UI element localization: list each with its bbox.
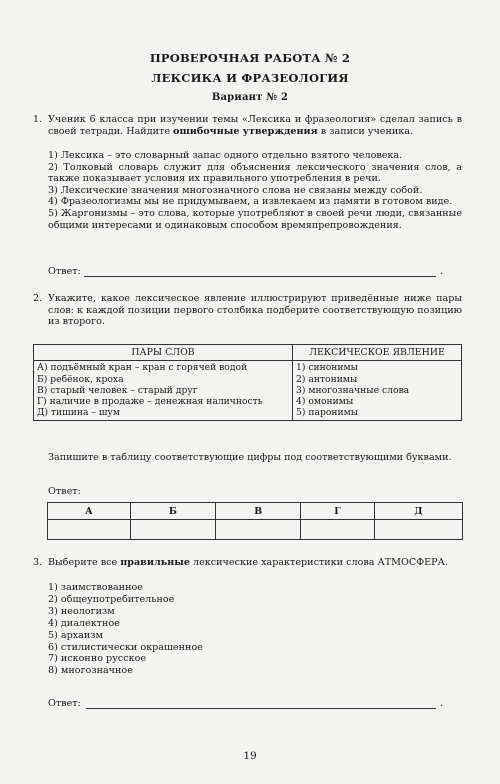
pairs-column (34, 361, 293, 420)
pairs-column-header: ПАРЫ СЛОВ (34, 345, 293, 361)
answer-cell-e[interactable] (374, 520, 462, 540)
phenomenon-column-header: ЛЕКСИЧЕСКОЕ ЯВЛЕНИЕ (293, 345, 462, 361)
statement-4: 4) Фразеологизмы мы не придумываем, а извлекаем из памяти в готовом виде. (48, 196, 453, 208)
statement-3: 3) Лексические значения многозначного слова не связаны между собой. (48, 184, 423, 196)
question-3-emphasis: правильные (120, 557, 190, 568)
question-1-text (48, 114, 462, 137)
question-1-text-a: Ученик 6 класса при изучении темы «Лексика и фразеология» сделал запись в своей тетради. Найдите (48, 114, 462, 137)
option-8: 8) многозначное (48, 665, 133, 677)
pair-d: Г) наличие в продаже – денежная наличность (37, 396, 263, 408)
question-1-text-c: в записи ученика. (317, 125, 414, 137)
question-1-statements (48, 150, 462, 231)
question-2-text: Укажите, какое лексическое явление иллюстрируют приведённые ниже пары слов: к каждой позиции первого столбика подберите соответствующую позицию из второго. (48, 293, 462, 328)
option-6: 6) стилистически окрашенное (48, 641, 203, 653)
option-2: 2) общеупотребительное (48, 593, 175, 605)
answer-cell-a[interactable] (48, 520, 131, 540)
question-1-emphasis: ошибочные утверждения (173, 125, 318, 137)
statement-5: 5) Жаргонизмы – это слова, которые употребляют в своей речи люди, связанные общими интересами и одинаковым способом времяпрепровождения. (48, 207, 462, 231)
phenomenon-2: 2) антонимы (296, 373, 358, 385)
answer-header-c: В (216, 503, 301, 520)
answer-cell-d[interactable] (301, 520, 375, 540)
question-3-answer-field[interactable] (86, 708, 436, 709)
question-2-instruction: Запишите в таблицу соответствующие цифры под соответствующими буквами. (48, 452, 452, 463)
question-3-answer-label: Ответ: (48, 698, 81, 709)
question-3-number: 3. (33, 557, 43, 568)
option-4: 4) диалектное (48, 617, 120, 629)
matching-table (33, 344, 462, 421)
option-3: 3) неологизм (48, 605, 115, 617)
worksheet-page: ПРОВЕРОЧНАЯ РАБОТА № 2 ЛЕКСИКА И ФРАЗЕОЛОГИЯ Вариант № 2 1. Ученик 6 класса при изучении темы «Лексика и фразеология» сделал запись в своей тетради. Найдите ошибочные утверждения в записи ученика. 1) Лексика – это словарный запас одного отдельно взятого человека. 2) Толковый словарь служит для объяснения лексического значения слов, а также показывает условия их правильного употребления в речи. 3) Лексические значения многозначного слова не связаны между собой. 4) Фразеологизмы мы не придумываем, а извлекаем из памяти в готовом виде. 5) Жаргонизмы – это слова, которые употребляют в своей речи люди, связанные общими интересами и одинаковым способом времяпрепровождения. Ответ: . 2. Укажите, какое лексическое явление иллюстрируют приведённые ниже пары слов: к каждой позиции первого столбика подберите соответствующую позицию из второго. ПАРЫ СЛОВ ЛЕКСИЧЕСКОЕ ЯВЛЕНИЕ А) подъёмный кран – кран с горячей водой Б) ребёнок, кроха В) старый человек – старый друг Г) наличие в продаже – денежная наличность Д) тишина – шум 1) синонимы 2) антонимы 3) многозначные слова 4) омонимы 5) паронимы Запишите в таблицу соответствующие цифры под соответствующими буквами. Ответ: А Б В Г Д 3. Выберите все правильные лексические характеристики слова АТМОСФЕРА. 1) заимствованное 2) общеупотребительное 3) неологизм 4) диалектное 5) архаизм 6) стилистически окрашенное 7) исконно русское 8) многозначное Ответ: . 19 (0, 0, 500, 784)
variant-label: Вариант № 2 (211, 92, 289, 103)
question-1-answer-field[interactable] (84, 276, 436, 277)
question-2-number: 2. (33, 293, 43, 304)
option-5: 5) архаизм (48, 629, 103, 641)
option-7: 7) исконно русское (48, 653, 147, 665)
page-subtitle: ЛЕКСИКА И ФРАЗЕОЛОГИЯ (151, 71, 349, 85)
phenomenon-4: 4) омонимы (296, 396, 354, 408)
option-1: 1) заимствованное (48, 582, 143, 593)
answer-grid (47, 502, 463, 540)
question-3-text-a: Выберите все (48, 557, 121, 568)
pair-a: А) подъёмный кран – кран с горячей водой (37, 362, 248, 374)
statement-1: 1) Лексика – это словарный запас одного отдельно взятого человека. (48, 150, 403, 161)
question-3-options (48, 582, 203, 677)
answer-header-d: Г (301, 503, 375, 520)
answer-header-b: Б (130, 503, 216, 520)
statement-2: 2) Толковый словарь служит для объяснения лексического значения слов, а также показывает условия их правильного употребления в речи. (48, 161, 462, 185)
page-title: ПРОВЕРОЧНАЯ РАБОТА № 2 (149, 51, 351, 65)
question-3-text-c: лексические характеристики слова АТМОСФЕРА. (189, 557, 448, 568)
answer-cell-b[interactable] (130, 520, 216, 540)
question-3-text (48, 557, 462, 569)
question-2-answer-label: Ответ: (48, 486, 81, 497)
answer-header-a: А (48, 503, 131, 520)
question-1-answer-label: Ответ: (48, 266, 81, 277)
pair-b: Б) ребёнок, кроха (37, 373, 124, 385)
pair-e: Д) тишина – шум (37, 407, 120, 419)
page-number: 19 (243, 750, 257, 762)
phenomenon-1: 1) синонимы (296, 362, 358, 374)
phenomenon-column (293, 361, 462, 420)
pair-c: В) старый человек – старый друг (37, 384, 198, 396)
phenomenon-5: 5) паронимы (296, 407, 359, 419)
answer-cell-c[interactable] (216, 520, 301, 540)
question-1-number: 1. (33, 114, 43, 125)
answer-header-e: Д (374, 503, 462, 520)
phenomenon-3: 3) многозначные слова (296, 384, 410, 396)
